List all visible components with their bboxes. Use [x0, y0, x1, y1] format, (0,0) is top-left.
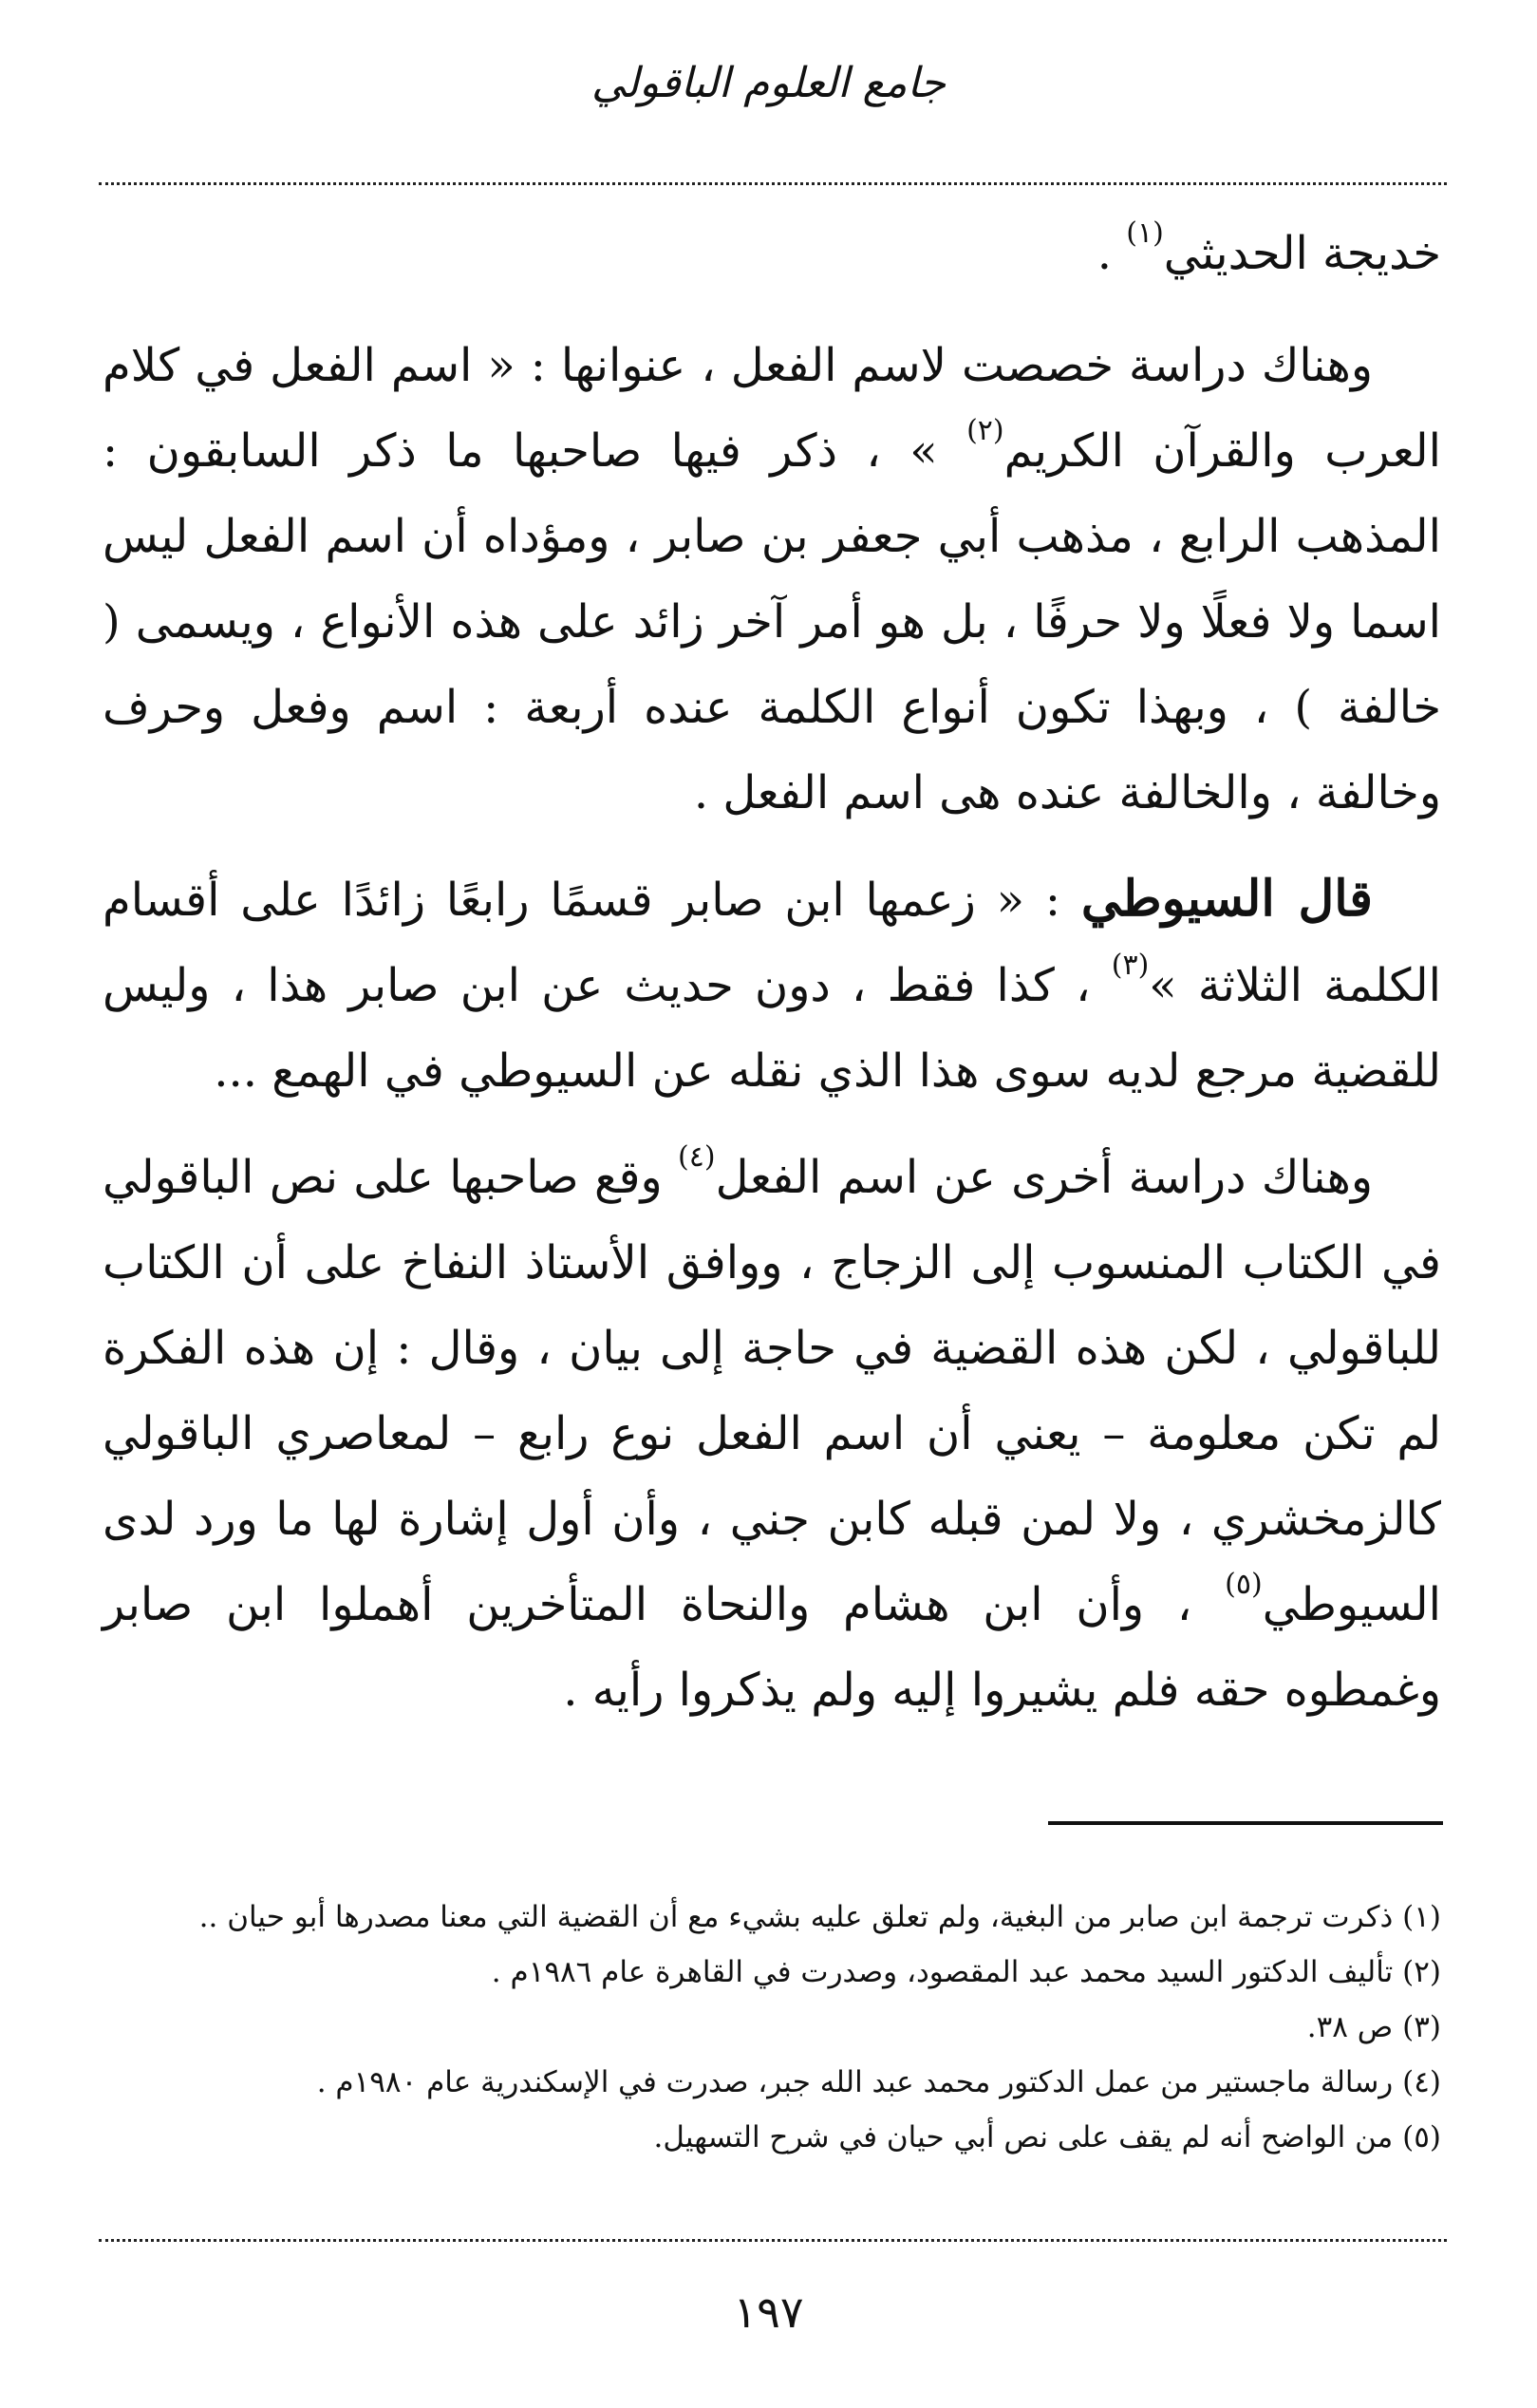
footnotes [103, 1890, 1441, 2165]
footnote-ref-1: (١) [1126, 216, 1164, 250]
footnote-3: (٣) ص ٣٨. [1306, 2010, 1441, 2044]
footer-rule [99, 2239, 1447, 2242]
paragraph-1-end: . [1097, 227, 1127, 280]
header-rule [99, 182, 1447, 185]
paragraph-4-part-3: ، وأن ابن هشام والنحاة المتأخرين أهملوا ابن صابر وغمطوه حقه فلم يشيروا إليه ولم يذكروا رأيه . [103, 1578, 1441, 1717]
footnote-5: (٥) من الواضح أنه لم يقف على نص أبي حيان في شرح التسهيل. [653, 2120, 1441, 2154]
quote-speaker: قال السيوطي [1080, 870, 1373, 928]
footnote-4: (٤) رسالة ماجستير من عمل الدكتور محمد عبد الله جبر، صدرت في الإسكندرية عام ١٩٨٠م . [316, 2065, 1441, 2099]
paragraph-1-text: خديجة الحديثي [1163, 227, 1441, 280]
paragraph-2 [103, 323, 1441, 836]
running-head: جامع العلوم الباقولي [590, 59, 947, 107]
paragraph-2-part-2: » ، ذكر فيها صاحبها ما ذكر السابقون : المذهب الرابع ، مذهب أبي جعفر بن صابر ، ومؤداه أن اسم الفعل ليس اسما ولا فعلًا ولا حرفًا ، بل هو أمر آخر زائد على هذه الأنواع ، ويسمى ( خالفة ) ، وبهذا تكون أنواع الكلمة عنده أربعة : اسم وفعل وحرف وخالفة ، والخالفة عنده هى اسم الفعل . [103, 424, 1441, 819]
paragraph-4-part-2: وقع صاحبها على نص الباقولي في الكتاب المنسوب إلى الزجاج ، ووافق الأستاذ النفاخ على أن الكتاب للباقولي ، لكن هذه القضية في حاجة إلى بيان ، وقال : إن هذه الفكرة لم تكن معلومة – يعني أن اسم الفعل نوع رابع – لمعاصري الباقولي كالزمخشري ، ولا لمن قبله كابن جني ، وأن أول إشارة لها ما ورد لدى السيوطي [103, 1151, 1442, 1631]
footnote-1: (١) ذكرت ترجمة ابن صابر من البغية، ولم تعلق عليه بشيء مع أن القضية التي معنا مصدرها أبو حيان .. [198, 1900, 1441, 1934]
footnote-ref-5: (٥) [1225, 1568, 1263, 1601]
paragraph-1 [103, 211, 1441, 296]
paragraph-3 [103, 856, 1441, 1114]
paragraph-3-part-1: : « زعمها ابن صابر قسمًا رابعًا زائدًا على أقسام الكلمة الثلاثة » [103, 874, 1442, 1012]
paragraph-4 [103, 1135, 1441, 1733]
footnote-2: (٢) تأليف الدكتور السيد محمد عبد المقصود، وصدرت في القاهرة عام ١٩٨٦م . [491, 1955, 1441, 1989]
paragraph-2-part-1: وهناك دراسة خصصت لاسم الفعل ، عنوانها : « اسم الفعل في كلام العرب والقرآن الكريم [103, 339, 1442, 478]
footnote-separator [1048, 1821, 1443, 1825]
footnote-ref-2: (٢) [966, 414, 1004, 447]
footnote-ref-3: (٣) [1111, 949, 1150, 982]
paragraph-3-part-2: ، كذا فقط ، دون حديث عن ابن صابر هذا ، وليس للقضية مرجع لديه سوى هذا الذي نقله عن السيوطي في الهمع ... [103, 959, 1441, 1098]
footnote-ref-4: (٤) [678, 1140, 716, 1174]
page-number: ١٩٧ [733, 2286, 804, 2338]
main-text [103, 211, 1441, 1754]
paragraph-4-part-1: وهناك دراسة أخرى عن اسم الفعل [715, 1151, 1373, 1204]
